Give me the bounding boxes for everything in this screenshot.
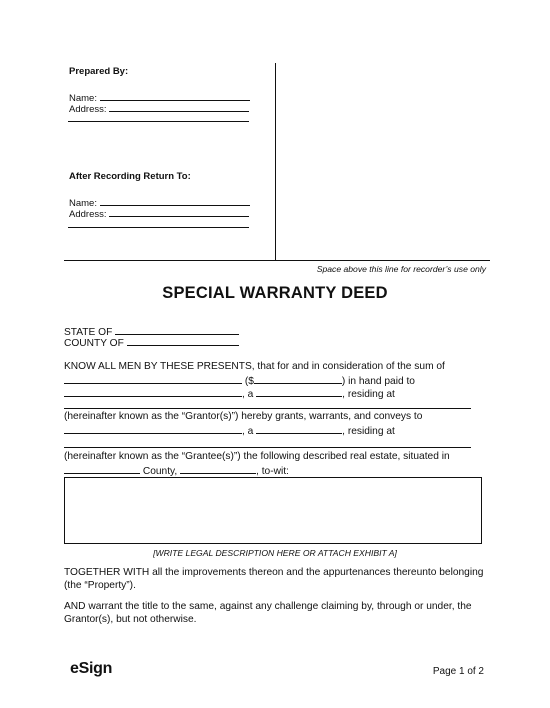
county-label: COUNTY OF [64, 338, 124, 349]
prepared-address-label: Address: [69, 104, 107, 115]
prepared-by-heading: Prepared By: [69, 66, 129, 77]
return-address-row [69, 206, 249, 221]
county-row [64, 335, 239, 350]
property-state-field[interactable] [180, 463, 256, 474]
return-address-field[interactable] [109, 206, 249, 217]
legal-description-box[interactable] [64, 477, 482, 544]
towit-label: , to-wit: [256, 466, 289, 477]
page-title: SPECIAL WARRANTY DEED [162, 284, 388, 302]
grantor-marital-field[interactable] [256, 386, 342, 397]
grantor-row [64, 386, 395, 401]
grantee-residing-label: , residing at [342, 426, 395, 437]
dollar-open: ($ [244, 376, 254, 387]
property-county-field[interactable] [64, 463, 140, 474]
grantee-a-label: , a [242, 426, 254, 437]
prepared-name-field[interactable] [100, 90, 250, 101]
warrant-line-1: AND warrant the title to the same, against any challenge claiming by, through or under, the [64, 601, 472, 612]
grantee-name-field[interactable] [64, 423, 242, 434]
grantee-row [64, 423, 395, 438]
state-label: STATE OF [64, 327, 113, 338]
prepared-address-line2[interactable] [68, 121, 249, 122]
consideration-line: KNOW ALL MEN BY THESE PRESENTS, that for and in consideration of the sum of [64, 361, 445, 372]
prepared-address-field[interactable] [109, 101, 249, 112]
return-name-field[interactable] [100, 195, 250, 206]
header-divider [275, 63, 276, 261]
recorder-note: Space above this line for recorder’s use only [316, 264, 486, 274]
grantee-real-estate-line: (hereinafter known as the “Grantee(s)”) the following described real estate, situated in [64, 451, 450, 462]
return-name-label: Name: [69, 198, 97, 209]
state-field[interactable] [115, 324, 239, 335]
grantor-residing-label: , residing at [342, 389, 395, 400]
return-address-line2[interactable] [68, 227, 249, 228]
grantee-marital-field[interactable] [256, 423, 342, 434]
grantor-address-field[interactable] [64, 408, 471, 409]
page-number: Page 1 of 2 [432, 666, 484, 677]
grantor-conveys-line: (hereinafter known as the “Grantor(s)”) hereby grants, warrants, and conveys to [64, 411, 423, 422]
grantor-a-label: , a [242, 389, 254, 400]
consideration-words-field[interactable] [64, 373, 242, 384]
grantee-address-field[interactable] [64, 447, 471, 448]
prepared-address-row [69, 101, 249, 116]
prepared-name-label: Name: [69, 93, 97, 104]
together-line-2: (the “Property”). [64, 580, 136, 591]
legal-description-caption: [WRITE LEGAL DESCRIPTION HERE OR ATTACH EXHIBIT A] [153, 548, 397, 558]
esign-logo: eSign [70, 660, 113, 677]
recorder-line [64, 260, 490, 261]
together-line-1: TOGETHER WITH all the improvements thereon and the appurtenances thereunto belonging [64, 567, 484, 578]
hand-paid-label: ) in hand paid to [341, 376, 415, 387]
county-towit-row [64, 463, 289, 478]
county-field[interactable] [127, 335, 239, 346]
return-address-label: Address: [69, 209, 107, 220]
consideration-amount-field[interactable] [254, 373, 342, 384]
county-comma-label: County, [142, 466, 178, 477]
after-recording-heading: After Recording Return To: [69, 171, 191, 182]
grantor-name-field[interactable] [64, 386, 242, 397]
warrant-line-2: Grantor(s), but not otherwise. [64, 614, 197, 625]
